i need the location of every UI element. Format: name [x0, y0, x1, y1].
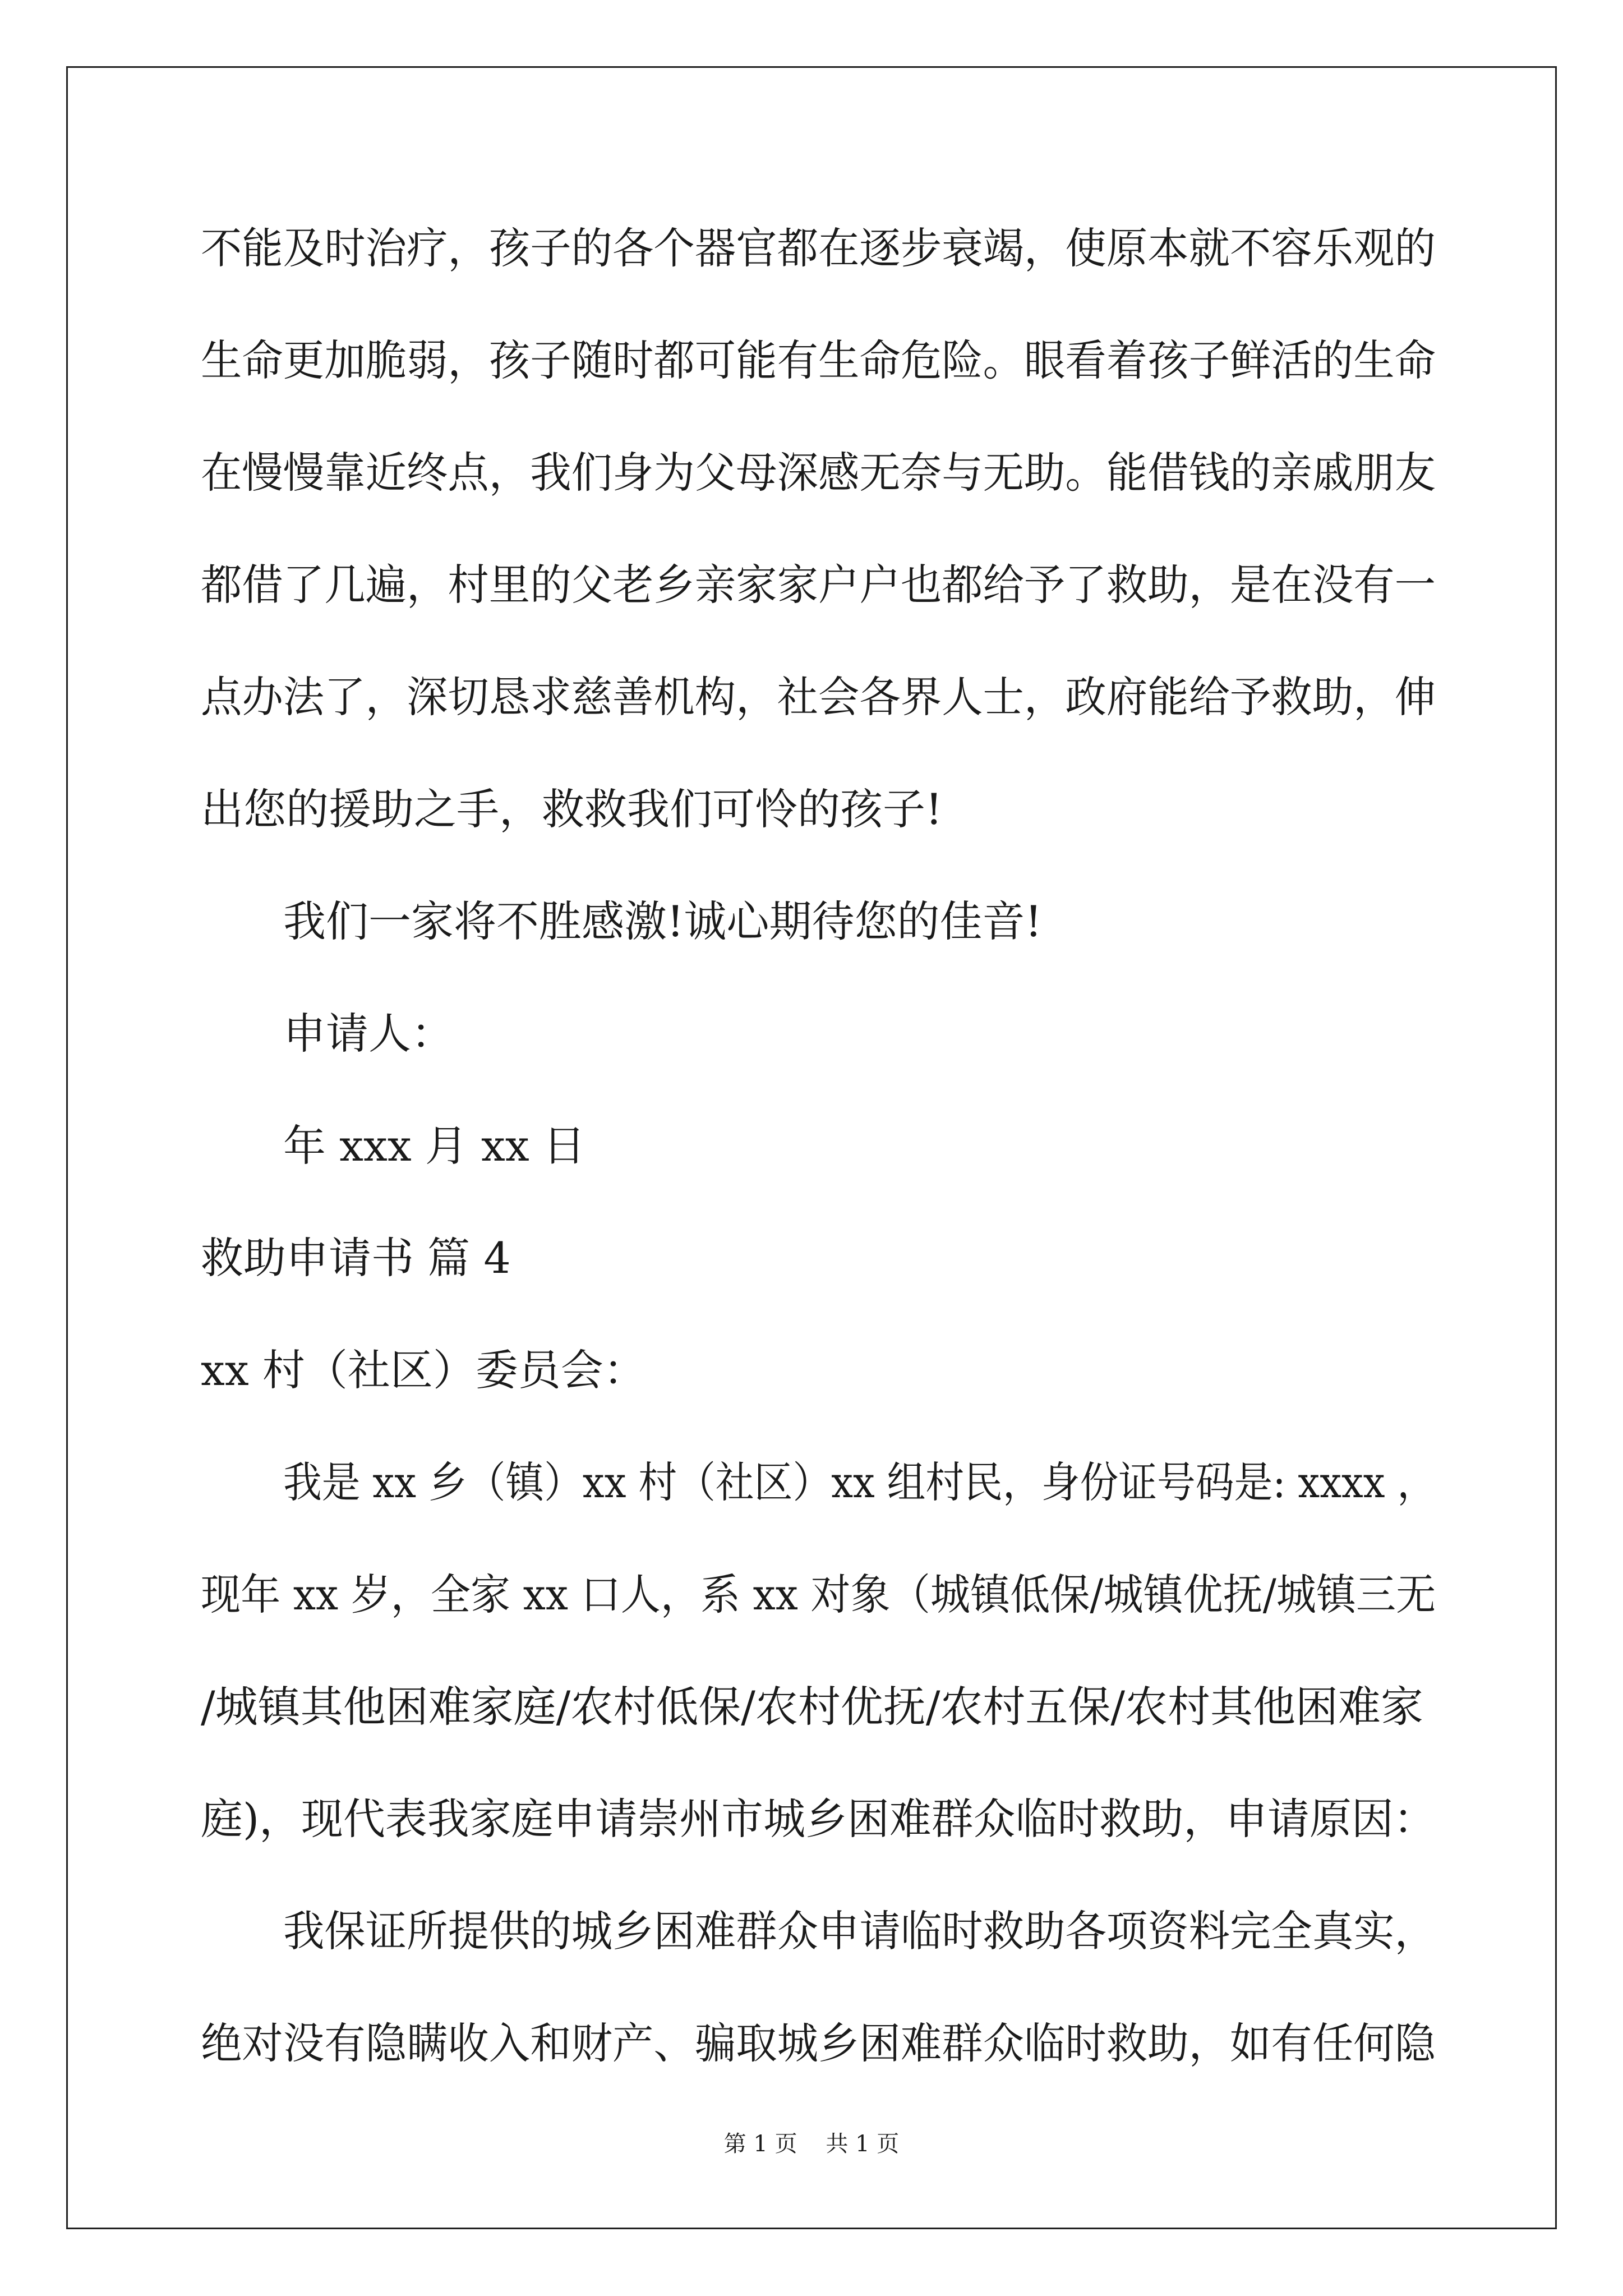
paragraph-line: 不能及时治疗，孩子的各个器官都在逐步衰竭，使原本就不容乐观的	[201, 223, 1436, 273]
paragraph-line: 出您的援助之手，救救我们可怜的孩子!	[201, 784, 943, 834]
paragraph-line: 庭)，现代表我家庭申请崇州市城乡困难群众临时救助，申请原因：	[201, 1794, 1436, 1844]
paragraph-line: 现年 xx 岁，全家 xx 口人，系 xx 对象（城镇低保/城镇优抚/城镇三无	[201, 1570, 1436, 1619]
paragraph-line: 我们一家将不胜感激!诚心期待您的佳音!	[283, 896, 1043, 946]
section-heading: 救助申请书 篇 4	[201, 1233, 511, 1283]
page-number-footer: 第 1 页 共 1 页	[723, 2131, 900, 2157]
paragraph-line: 都借了几遍，村里的父老乡亲家家户户也都给予了救助，是在没有一	[201, 560, 1436, 610]
recipient-line: xx 村（社区）委员会：	[201, 1345, 646, 1395]
date-line: 年 xxx 月 xx 日	[283, 1121, 585, 1171]
paragraph-line: /城镇其他困难家庭/农村低保/农村优抚/农村五保/农村其他困难家	[201, 1682, 1424, 1732]
paragraph-line: 绝对没有隐瞒收入和财产、骗取城乡困难群众临时救助，如有任何隐	[201, 2018, 1436, 2068]
paragraph-line: 我保证所提供的城乡困难群众申请临时救助各项资料完全真实，	[283, 1906, 1436, 1956]
paragraph-line: 在慢慢靠近终点，我们身为父母深感无奈与无助。能借钱的亲戚朋友	[201, 448, 1436, 498]
paragraph-line: 点办法了，深切恳求慈善机构，社会各界人士，政府能给予救助，伸	[201, 672, 1436, 722]
applicant-label: 申请人：	[283, 1009, 454, 1059]
paragraph-line: 生命更加脆弱，孩子随时都可能有生命危险。眼看着孩子鲜活的生命	[201, 335, 1436, 385]
paragraph-line: 我是 xx 乡（镇）xx 村（社区）xx 组村民，身份证号码是: xxxx ，	[283, 1457, 1436, 1507]
